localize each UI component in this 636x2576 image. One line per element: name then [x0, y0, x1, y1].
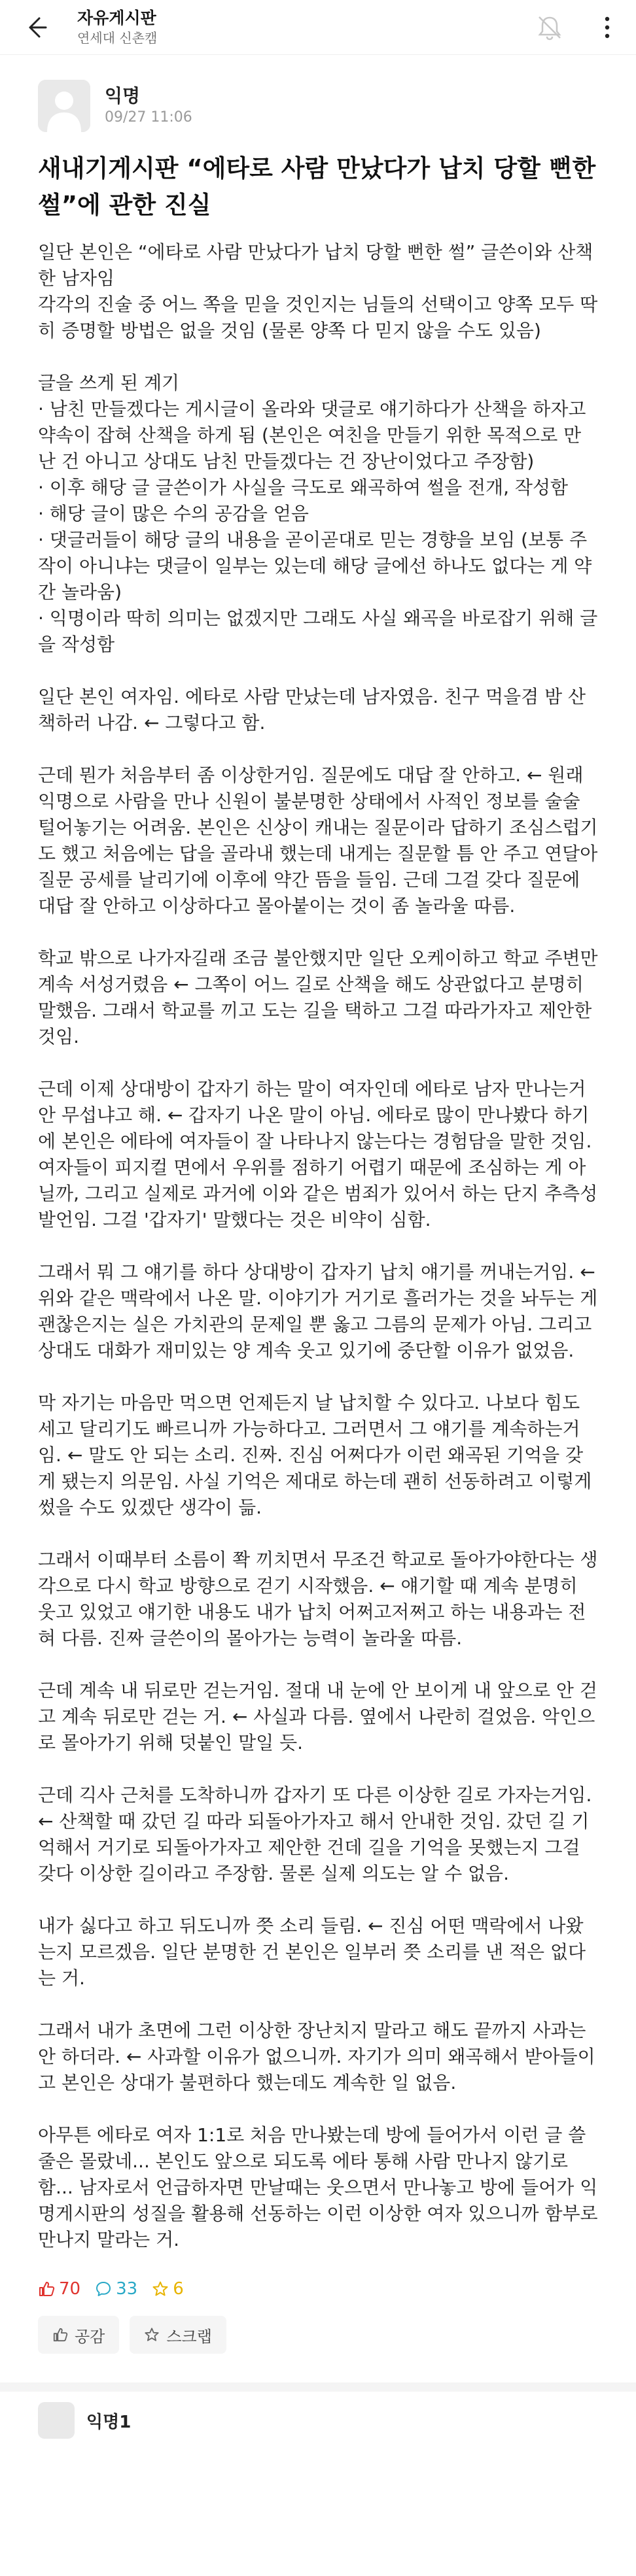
- scrap-count: [152, 2279, 184, 2299]
- comment-icon: [95, 2280, 112, 2297]
- paragraph: 일단 본인은 “에타로 사람 만났다가 납치 당할 뻔한 썰” 글쓴이와 산책한 남자임 각각의 진술 중 어느 쪽을 믿을 것인지는 님들의 선택이고 양쪽 모두 딱히 증명할 방법은 없을 것임 (물론 양쪽 다 믿지 않을 수도 있음): [38, 241, 598, 341]
- star-icon: [144, 2327, 160, 2343]
- post-stats: [38, 2279, 598, 2299]
- paragraph: 근데 계속 내 뒤로만 걷는거임. 절대 내 눈에 안 보이게 내 앞으로 안 걷고 계속 뒤로만 걷는 거. ← 사실과 다름. 옆에서 나란히 걸었음. 악인으로 몰아가기 위해 덧붙인 말일 듯.: [38, 1680, 597, 1754]
- paragraph: 그래서 이때부터 소름이 쫙 끼치면서 무조건 학교로 돌아가야한다는 생각으로 다시 학교 방향으로 걷기 시작했음. ← 얘기할 때 계속 분명히 웃고 있었고 얘기한 내용도 내가 납치 어쩌고저쩌고 하는 내용과는 전혀 다름. 진짜 글쓴이의 몰아가는 능력이 놀라울 따름.: [38, 1549, 598, 1649]
- paragraph: 근데 이제 상대방이 갑자기 하는 말이 여자인데 에타로 남자 만나는거 안 무섭냐고 해. ← 갑자기 나온 말이 아님. 에타로 많이 만나봤다 하기에 본인은 에타에 여자들이 잘 나타나지 않는다는 경험담을 말한 것임. 여자들이 피지컬 면에서 우위를 점하기 어렵기 때문에 조심하는 게 아닐까, 그리고 실제로 과거에 이와 같은 범죄가 있어서 하는 단지 추측성 발언임. 그걸 '갑자기' 말했다는 것은 비약이 심함.: [38, 1078, 598, 1230]
- like-count: [38, 2279, 80, 2299]
- post-body: [38, 239, 598, 2253]
- paragraph: 그래서 내가 초면에 그런 이상한 장난치지 말라고 해도 끝까지 사과는 안 하더라. ← 사과할 이유가 없으니까. 자기가 의미 왜곡해서 받아들이고 본인은 상대가 불편하다 했는데도 계속한 일 없음.: [38, 2020, 595, 2093]
- paragraph: 근데 뭔가 처음부터 좀 이상한거임. 질문에도 대답 잘 안하고. ← 원래 익명으로 사람을 만나 신원이 불분명한 상태에서 사적인 정보를 술술 털어놓기는 어려움. 본인은 신상이 캐내는 질문이라 답하기 조심스럽기도 했고 처음에는 답을 골라내 했는데 내게는 질문할 틈 안 주고 연달아 질문 공세를 날리기에 이후에 약간 뜸을 들임. 근데 그걸 갖다 질문에 대답 잘 안하고 이상하다고 몰아붙이는 것이 좀 놀라울 따름.: [38, 764, 598, 917]
- comment-author: 익명1: [86, 2412, 132, 2432]
- thumbs-up-icon: [38, 2280, 55, 2297]
- post-author: [0, 55, 636, 132]
- board-header: [77, 8, 531, 47]
- section-divider: [0, 2382, 636, 2392]
- paragraph: 글을 쓰게 된 계기 · 남친 만들겠다는 게시글이 올라와 댓글로 얘기하다가 산책을 하자고 약속이 잡혀 산책을 하게 됨 (본인은 여친을 만들기 위한 목적으로 만난 건 아니고 상대도 남친 만들겠다는 건 장난이었다고 주장함) · 이후 해당 글 글쓴이가 사실을 극도로 왜곡하여 썰을 전개, 작성함 · 해당 글이 많은 수의 공감을 얻음 · 댓글러들이 해당 글의 내용을 곧이곧대로 믿는 경향을 보임 (보통 주작이 아니냐는 댓글이 일부는 있는데 해당 글에선 하나도 없다는 게 약간 놀라움) · 익명이라 딱히 의미는 없겠지만 그래도 사실 왜곡을 바로잡기 위해 글을 작성함: [38, 372, 598, 655]
- notification-toggle-button[interactable]: [531, 9, 568, 46]
- scrap-button[interactable]: [130, 2316, 226, 2354]
- author-name: 익명: [105, 85, 141, 107]
- comment-item: [0, 2392, 636, 2449]
- paragraph: 아무튼 에타로 여자 1:1로 처음 만나봤는데 방에 들어가서 이런 글 쓸 줄은 몰랐네... 본인도 앞으로 되도록 에타 통해 사람 만나지 않기로 함... 남자로서 언급하자면 만날때는 웃으면서 만나놓고 방에 들어가 익명게시판의 성질을 활용해 선동하는 이런 이상한 여자 있으니까 함부로 만나지 말라는 거.: [38, 2124, 598, 2250]
- board-title: 자유게시판: [77, 8, 156, 27]
- post-title: 새내기게시판 “에타로 사람 만났다가 납치 당할 뻔한 썰”에 관한 진실: [38, 154, 596, 219]
- paragraph: 막 자기는 마음만 먹으면 언제든지 날 납치할 수 있다고. 나보다 힘도 세고 달리기도 빠르니까 가능하다고. 그러면서 그 얘기를 계속하는거임. ← 말도 안 되는 소리. 진짜. 진심 어쩌다가 이런 왜곡된 기억을 갖게 됐는지 의문임. 사실 기억은 제대로 하는데 괜히 선동하려고 이렇게 썼을 수도 있겠단 생각이 듦.: [38, 1392, 592, 1518]
- post-actions: [38, 2316, 598, 2354]
- paragraph: 그래서 뭐 그 얘기를 하다 상대방이 갑자기 납치 얘기를 꺼내는거임. ← 위와 같은 맥락에서 나온 말. 이야기가 거기로 흘러가는 것을 놔두는 게 괜찮은지는 실은 가치관의 문제일 뿐 옳고 그름의 문제가 아님. 그리고 상대도 대화가 재미있는 양 계속 웃고 있기에 중단할 이유가 없었음.: [38, 1261, 598, 1361]
- top-bar: [0, 0, 636, 55]
- post-date: 09/27 11:06: [105, 109, 192, 126]
- back-arrow-icon: [22, 14, 48, 41]
- star-icon: [152, 2280, 169, 2297]
- more-options-button[interactable]: [594, 9, 620, 46]
- author-avatar: [38, 80, 90, 132]
- avatar-icon: [38, 80, 90, 132]
- paragraph: 일단 본인 여자임. 에타로 사람 만났는데 남자였음. 친구 먹을겸 밤 산책하러 나감. ← 그렇다고 함.: [38, 686, 586, 734]
- comment-count: [95, 2279, 137, 2299]
- paragraph: 근데 긱사 근처를 도착하니까 갑자기 또 다른 이상한 길로 가자는거임. ← 산책할 때 갔던 길 따라 되돌아가자고 해서 안내한 것임. 갔던 길 기억해서 거기로 되돌아가자고 제안한 건데 길을 기억을 못했는지 그걸 갖다 이상한 길이라고 주장함. 물론 실제 의도는 알 수 없음.: [38, 1784, 592, 1884]
- paragraph: 내가 싫다고 하고 뒤도니까 쯧 소리 들림. ← 진심 어떤 맥락에서 나왔는지 모르겠음. 일단 분명한 건 본인은 일부러 쯧 소리를 낸 적은 없다는 거.: [38, 1915, 586, 1989]
- back-button[interactable]: [16, 8, 55, 47]
- thumbs-up-icon: [52, 2327, 68, 2343]
- like-button-label: 공감: [75, 2327, 105, 2346]
- paragraph: 학교 밖으로 나가자길래 조금 불안했지만 일단 오케이하고 학교 주변만 계속 서성거렸음 ← 그쪽이 어느 길로 산책을 해도 상관없다고 분명히 말했음. 그래서 학교를 끼고 도는 길을 택하고 그걸 따라가자고 제안한 것임.: [38, 947, 598, 1047]
- like-count-value: 70: [59, 2279, 81, 2299]
- bell-off-icon: [535, 13, 564, 42]
- more-vertical-icon: [604, 16, 610, 39]
- comment-avatar: [38, 2402, 75, 2439]
- scrap-button-label: 스크랩: [166, 2327, 212, 2346]
- author-info: [105, 84, 192, 127]
- like-button[interactable]: [38, 2316, 119, 2354]
- school-name: 연세대 신촌캠: [77, 29, 158, 46]
- scrap-count-value: 6: [173, 2279, 184, 2299]
- comment-count-value: 33: [116, 2279, 138, 2299]
